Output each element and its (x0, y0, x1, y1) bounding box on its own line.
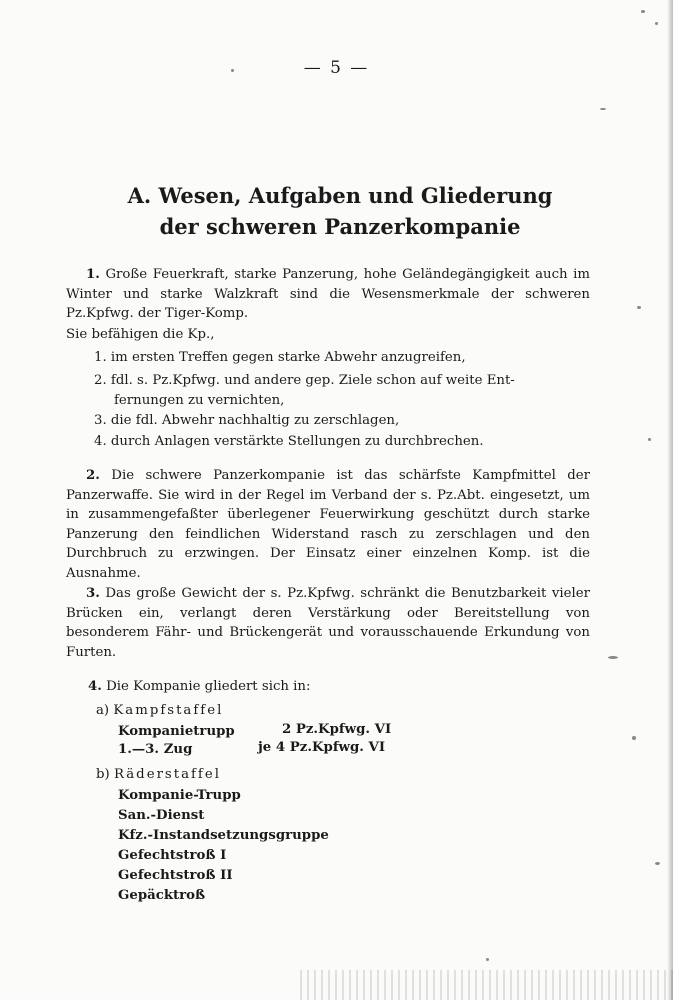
scan-speck (648, 438, 651, 441)
paragraph-4-heading-text: Die Kompanie gliedert sich in: (106, 679, 311, 694)
title-line-2: der schweren Panzerkompanie (159, 214, 521, 239)
scan-speck (641, 10, 645, 13)
raederstaffel-item: Gefechtstroß I (118, 848, 227, 863)
scan-speck (637, 306, 641, 309)
scan-speck (486, 958, 489, 961)
raederstaffel-title: Räderstaffel (113, 767, 221, 782)
list-item (94, 371, 594, 410)
list-item (94, 348, 594, 368)
raederstaffel-item: Kompanie-Trupp (118, 788, 241, 803)
kampfstaffel-strength: 2 Pz.Kpfwg. VI (282, 722, 392, 737)
scan-speck (655, 22, 658, 25)
list-item-text: durch Anlagen verstärkte Stellungen zu durchbrechen. (110, 434, 484, 449)
paragraph-1 (66, 265, 590, 324)
scan-edge-noise (300, 970, 673, 1000)
scan-speck (608, 656, 618, 659)
list-item (94, 432, 594, 452)
kampfstaffel-label: a) (96, 703, 110, 718)
raederstaffel-item: Gefechtstroß II (118, 868, 233, 883)
list-item-number: 1. (94, 350, 107, 365)
paragraph-1-number: 1. (86, 267, 100, 282)
list-item-number: 2. (94, 373, 107, 388)
paragraph-3 (66, 584, 590, 662)
scan-edge-shadow (667, 0, 673, 1000)
kampfstaffel-unit: Kompanietrupp (118, 724, 235, 739)
paragraph-2 (66, 466, 590, 583)
kampfstaffel-strength: je 4 Pz.Kpfwg. VI (258, 740, 386, 755)
title-line-1: A. Wesen, Aufgaben und Gliederung (127, 183, 553, 208)
scan-speck (600, 108, 606, 110)
scan-speck (655, 862, 660, 865)
kampfstaffel-title: Kampfstaffel (113, 703, 224, 718)
raederstaffel-item: Kfz.-Instandsetzungsgruppe (118, 828, 329, 843)
paragraph-1-intro (66, 325, 590, 345)
list-item-number: 3. (94, 413, 107, 428)
raederstaffel-item: Gepäcktroß (118, 888, 206, 903)
paragraph-2-number: 2. (86, 468, 100, 483)
list-item-continuation: fernungen zu vernichten, (114, 392, 285, 408)
list-item-text: die fdl. Abwehr nachhaltig zu zerschlagen, (110, 413, 400, 428)
paragraph-1-intro-text: Sie befähigen die Kp., (66, 327, 215, 342)
kampfstaffel-heading (96, 701, 223, 721)
raederstaffel-heading (96, 765, 221, 785)
list-item-text: im ersten Treffen gegen starke Abwehr anzugreifen, (110, 350, 466, 365)
scan-speck (632, 736, 636, 740)
list-item-number: 4. (94, 434, 107, 449)
paragraph-2-text: Die schwere Panzerkompanie ist das schärfste Kampfmittel der Panzerwaffe. Sie wird in der Regel im Verband der s. Pz.Abt. eingesetzt, um in zusammengefaßter überlegener Feuerwirkung geschützt durch starke Panzerung den feindlichen Widerstand rasch zu zerschlagen und den Durchbruch zu erzwingen. Der Einsatz einer einzelnen Komp. ist die Ausnahme. (66, 468, 590, 581)
list-item-text: fdl. s. Pz.Kpfwg. und andere gep. Ziele schon auf weite Ent- (110, 373, 515, 388)
paragraph-3-text: Das große Gewicht der s. Pz.Kpfwg. schränkt die Benutzbarkeit vieler Brücken ein, verlangt deren Verstärkung oder Bereitstellung von besonderem Fähr- und Brückengerät und vorausschauende Erkundung von Furten. (66, 586, 590, 660)
paragraph-3-number: 3. (86, 586, 100, 601)
page-title (60, 180, 620, 242)
page-number: — 5 — (303, 58, 370, 78)
paragraph-1-text: Große Feuerkraft, starke Panzerung, hohe Geländegängigkeit auch im Winter und starke Walzkraft sind die Wesensmerkmale der schweren Pz.Kpfwg. der Tiger-Komp. (66, 267, 590, 321)
raederstaffel-item: San.-Dienst (118, 808, 205, 823)
paragraph-4-number: 4. (88, 679, 102, 694)
kampfstaffel-unit: 1.—3. Zug (118, 742, 193, 757)
paragraph-4-heading (88, 677, 310, 697)
list-item (94, 411, 594, 431)
raederstaffel-label: b) (96, 767, 110, 782)
